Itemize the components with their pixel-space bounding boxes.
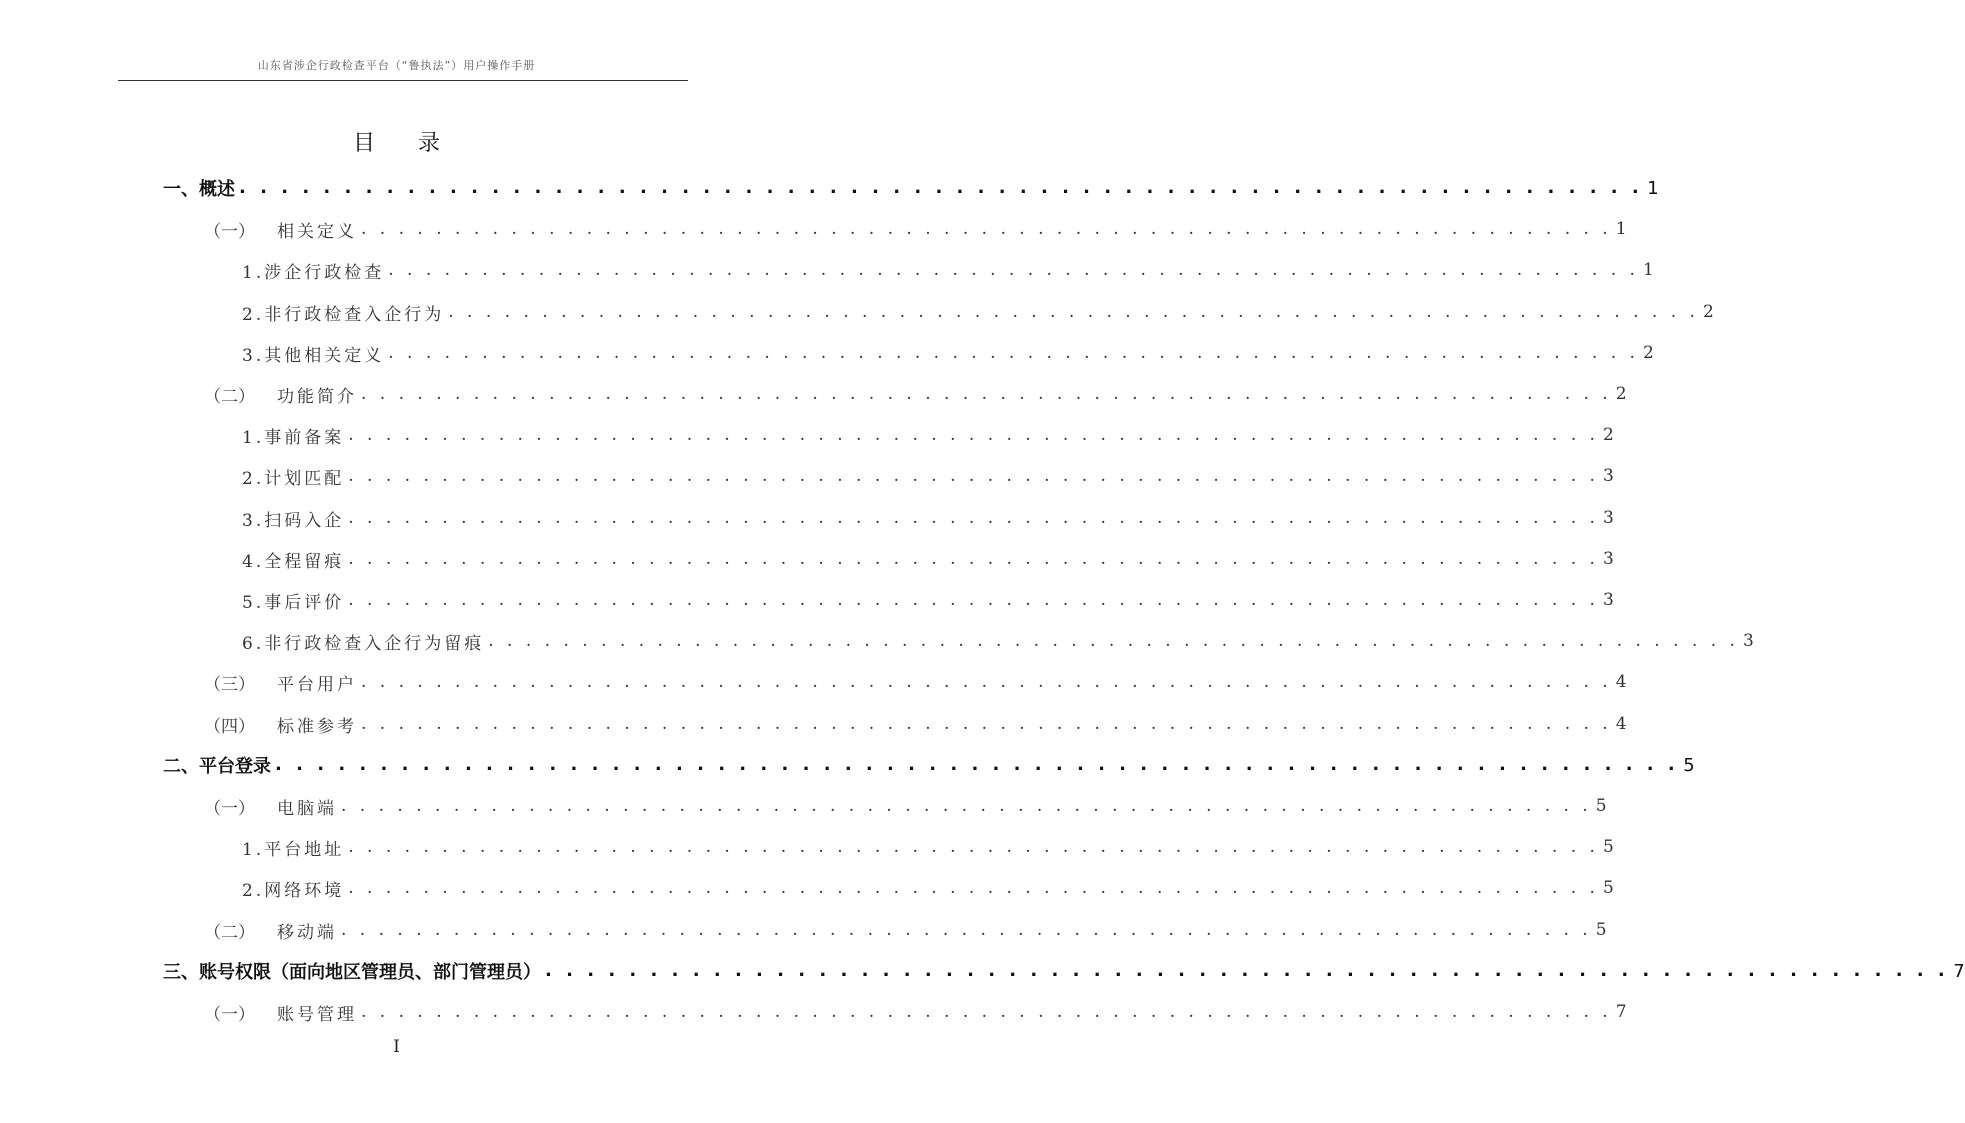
toc-entry-page: 5	[1595, 796, 1610, 816]
toc-entry[interactable]	[163, 956, 1965, 986]
toc-entry[interactable]	[242, 461, 1617, 491]
toc-entry[interactable]	[242, 503, 1617, 533]
toc-entry-number: （一）	[204, 221, 255, 242]
page-number: I	[393, 1037, 400, 1057]
dot-leader: . . . . . . . . . . . . . . . . . . . . . . . . . . . . . . . . . . . . . . . . . . . . . . . . . . . . . . . . . . . . . . . . . . .	[348, 425, 1599, 445]
dot-leader: . . . . . . . . . . . . . . . . . . . . . . . . . . . . . . . . . . . . . . . . . . . . . . . . . . . . . . . . . . . . . . . . . . .	[388, 343, 1639, 363]
toc-entry[interactable]	[204, 709, 1630, 739]
toc-entry-number: （四）	[204, 716, 255, 737]
toc-entry-text: 二、平台登录	[163, 756, 271, 777]
toc-entry-page: 1	[1642, 260, 1657, 280]
dot-leader: . . . . . . . . . . . . . . . . . . . . . . . . . . . . . . . . . . . . . . . . . . . . . . . . . . . . . . . . . . . . . . . . . . .	[348, 590, 1599, 610]
toc-entry-label	[242, 588, 344, 613]
dot-leader: . . . . . . . . . . . . . . . . . . . . . . . . . . . . . . . . . . . . . . . . . . . . . . . . . . . . . . . . . . . . . . . . . . .	[448, 302, 1699, 322]
toc-entry-page: 3	[1602, 549, 1617, 569]
toc-entry[interactable]	[163, 173, 1659, 203]
toc-entry-page: 2	[1702, 302, 1717, 322]
toc-entry[interactable]	[242, 832, 1617, 862]
toc-entry-page: 5	[1683, 754, 1695, 776]
toc-entry[interactable]	[242, 873, 1617, 903]
dot-leader: . . . . . . . . . . . . . . . . . . . . . . . . . . . . . . . . . . . . . . . . . . . . . . . . . . . . . . . . . . . . . . . . . . .	[341, 920, 1592, 940]
dot-leader: . . . . . . . . . . . . . . . . . . . . . . . . . . . . . . . . . . . . . . . . . . . . . . . . . . . . . . . . . . . . . . . . . . .	[348, 837, 1599, 857]
toc-entry[interactable]	[204, 997, 1630, 1027]
toc-entry-text: 2.计划匹配	[242, 468, 345, 489]
toc-entry-label	[242, 876, 344, 901]
dot-leader: . . . . . . . . . . . . . . . . . . . . . . . . . . . . . . . . . . . . . . . . . . . . . . . . . . . . . . . . . . . . . . . . . . .	[348, 508, 1599, 528]
toc-entry-page: 2	[1615, 384, 1630, 404]
toc-entry-text: 账号管理	[277, 1004, 357, 1025]
dot-leader: . . . . . . . . . . . . . . . . . . . . . . . . . . . . . . . . . . . . . . . . . . . . . . . . . . . . . . . . . . . . . . . . . . .	[545, 960, 1949, 981]
toc-entry-text: 移动端	[277, 922, 337, 943]
toc-entry-label	[242, 835, 344, 860]
toc-entry-label	[242, 258, 384, 283]
toc-entry-label	[204, 217, 357, 242]
toc-entry-page: 3	[1742, 631, 1757, 651]
dot-leader: . . . . . . . . . . . . . . . . . . . . . . . . . . . . . . . . . . . . . . . . . . . . . . . . . . . . . . . . . . . . . . . . . . .	[361, 714, 1612, 734]
toc-entry-label	[242, 341, 384, 366]
toc-entry-text: 电脑端	[277, 798, 337, 819]
toc-entry[interactable]	[242, 255, 1657, 285]
toc-entry-number: （一）	[204, 1004, 255, 1025]
toc-entry-page: 4	[1615, 672, 1630, 692]
toc-entry-number: （二）	[204, 922, 255, 943]
toc-entry[interactable]	[242, 297, 1717, 327]
toc-entry-label	[242, 300, 444, 325]
toc-entry-label	[242, 506, 344, 531]
toc-entry[interactable]	[242, 338, 1657, 368]
toc-entry-text: 功能简介	[277, 386, 357, 407]
toc-entry-label	[163, 958, 541, 984]
toc-entry-number: （一）	[204, 798, 255, 819]
toc-entry-page: 4	[1615, 714, 1630, 734]
toc-entry[interactable]	[204, 915, 1610, 945]
toc-entry-text: 2.网络环境	[242, 880, 345, 901]
toc-entry-label	[204, 794, 337, 819]
toc-entry-text: 三、账号权限（面向地区管理员、部门管理员）	[163, 962, 541, 983]
toc-title: 目 录	[353, 131, 458, 156]
toc-entry-label	[204, 712, 357, 737]
toc-entry-text: 1.事前备案	[242, 427, 345, 448]
toc-entry-label	[204, 670, 357, 695]
toc-entry[interactable]	[204, 379, 1630, 409]
toc-entry-text: 4.全程留痕	[242, 551, 345, 572]
toc-entry[interactable]	[242, 544, 1617, 574]
toc-entry-text: 5.事后评价	[242, 592, 345, 613]
toc-entry[interactable]	[204, 667, 1630, 697]
toc-entry-label	[242, 547, 344, 572]
dot-leader: . . . . . . . . . . . . . . . . . . . . . . . . . . . . . . . . . . . . . . . . . . . . . . . . . . . . . . . . . . . . . . . . . . .	[239, 177, 1643, 198]
dot-leader: . . . . . . . . . . . . . . . . . . . . . . . . . . . . . . . . . . . . . . . . . . . . . . . . . . . . . . . . . . . . . . . . . . .	[361, 384, 1612, 404]
toc-entry[interactable]	[242, 626, 1757, 656]
toc-entry[interactable]	[204, 791, 1610, 821]
toc-entry-label	[204, 1000, 357, 1025]
dot-leader: . . . . . . . . . . . . . . . . . . . . . . . . . . . . . . . . . . . . . . . . . . . . . . . . . . . . . . . . . . . . . . . . . . .	[348, 878, 1599, 898]
toc-entry[interactable]	[163, 750, 1695, 780]
dot-leader: . . . . . . . . . . . . . . . . . . . . . . . . . . . . . . . . . . . . . . . . . . . . . . . . . . . . . . . . . . . . . . . . . . .	[361, 672, 1612, 692]
toc-entry-page: 3	[1602, 508, 1617, 528]
toc-entry-text: 3.其他相关定义	[242, 345, 385, 366]
toc-entry-label	[242, 629, 484, 654]
dot-leader: . . . . . . . . . . . . . . . . . . . . . . . . . . . . . . . . . . . . . . . . . . . . . . . . . . . . . . . . . . . . . . . . . . .	[348, 549, 1599, 569]
toc-entry-page: 5	[1602, 878, 1617, 898]
dot-leader: . . . . . . . . . . . . . . . . . . . . . . . . . . . . . . . . . . . . . . . . . . . . . . . . . . . . . . . . . . . . . . . . . . .	[275, 754, 1679, 775]
toc-entry[interactable]	[242, 420, 1617, 450]
dot-leader: . . . . . . . . . . . . . . . . . . . . . . . . . . . . . . . . . . . . . . . . . . . . . . . . . . . . . . . . . . . . . . . . . . .	[361, 1002, 1612, 1022]
dot-leader: . . . . . . . . . . . . . . . . . . . . . . . . . . . . . . . . . . . . . . . . . . . . . . . . . . . . . . . . . . . . . . . . . . .	[348, 466, 1599, 486]
dot-leader: . . . . . . . . . . . . . . . . . . . . . . . . . . . . . . . . . . . . . . . . . . . . . . . . . . . . . . . . . . . . . . . . . . .	[488, 631, 1739, 651]
toc-entry-label	[163, 752, 271, 778]
toc-entry-page: 1	[1647, 177, 1659, 199]
toc-entry[interactable]	[204, 214, 1630, 244]
toc-entry-page: 2	[1642, 343, 1657, 363]
toc-entry-number: （二）	[204, 386, 255, 407]
toc-entry-text: 2.非行政检查入企行为	[242, 304, 445, 325]
toc-entry-page: 3	[1602, 466, 1617, 486]
dot-leader: . . . . . . . . . . . . . . . . . . . . . . . . . . . . . . . . . . . . . . . . . . . . . . . . . . . . . . . . . . . . . . . . . . .	[341, 796, 1592, 816]
dot-leader: . . . . . . . . . . . . . . . . . . . . . . . . . . . . . . . . . . . . . . . . . . . . . . . . . . . . . . . . . . . . . . . . . . .	[388, 260, 1639, 280]
toc-entry-text: 1.平台地址	[242, 839, 345, 860]
toc-entry-label	[204, 382, 357, 407]
toc-entry-page: 1	[1615, 219, 1630, 239]
toc-entry-text: 1.涉企行政检查	[242, 262, 385, 283]
toc-entry-page: 5	[1602, 837, 1617, 857]
toc-entry-page: 7	[1953, 960, 1965, 982]
running-header: 山东省涉企行政检查平台（“鲁执法”）用户操作手册	[257, 59, 536, 72]
toc-entry-page: 3	[1602, 590, 1617, 610]
toc-entry-page: 5	[1595, 920, 1610, 940]
toc-entry-label	[242, 423, 344, 448]
toc-entry-page: 7	[1615, 1002, 1630, 1022]
toc-entry[interactable]	[242, 585, 1617, 615]
toc-entry-label	[204, 918, 337, 943]
toc-entry-text: 3.扫码入企	[242, 510, 345, 531]
toc-entry-label	[163, 175, 235, 201]
toc-entry-text: 平台用户	[277, 674, 357, 695]
toc-entry-text: 一、概述	[163, 179, 235, 200]
toc-entry-text: 标准参考	[277, 716, 357, 737]
toc-entry-text: 相关定义	[277, 221, 357, 242]
toc-entry-page: 2	[1602, 425, 1617, 445]
dot-leader: . . . . . . . . . . . . . . . . . . . . . . . . . . . . . . . . . . . . . . . . . . . . . . . . . . . . . . . . . . . . . . . . . . .	[361, 219, 1612, 239]
toc-entry-label	[242, 464, 344, 489]
toc-entry-text: 6.非行政检查入企行为留痕	[242, 633, 485, 654]
toc-entry-number: （三）	[204, 674, 255, 695]
